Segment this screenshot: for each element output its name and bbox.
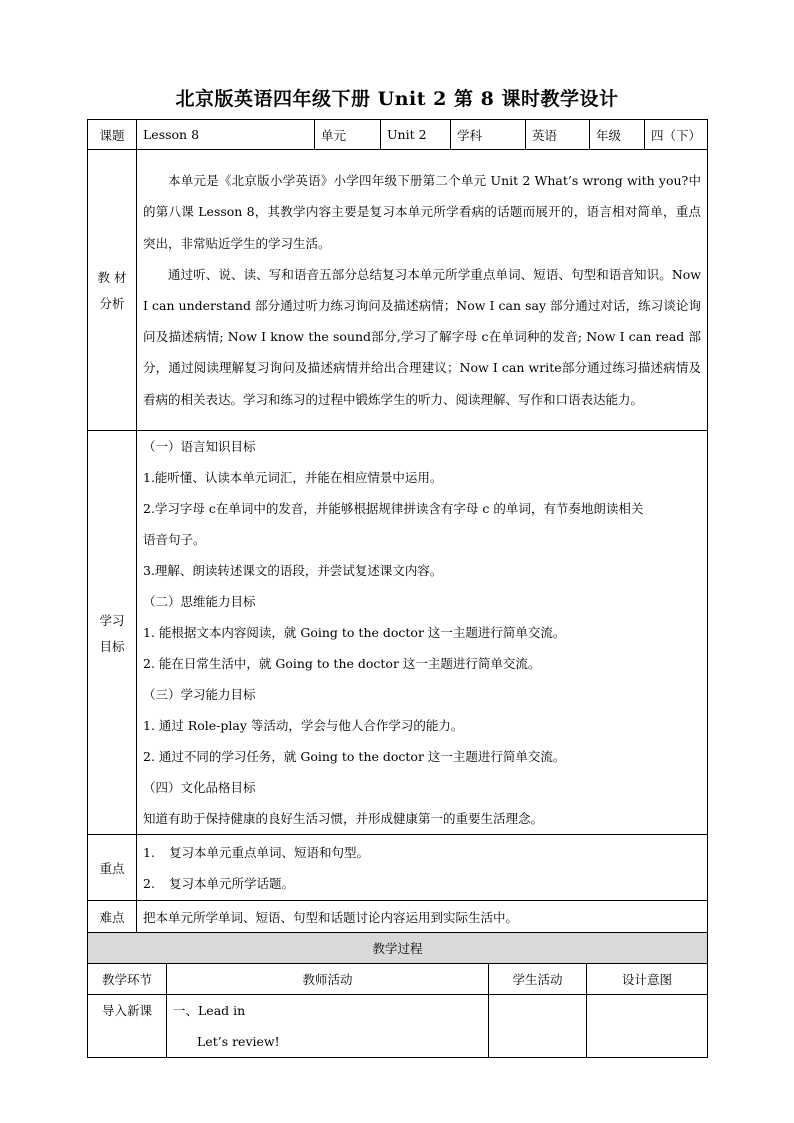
objectives-content (137, 431, 708, 835)
topic-value: Lesson 8 (137, 120, 315, 150)
activity-line: 一、Lead in (173, 1003, 246, 1018)
column-header: 教师活动 (167, 964, 489, 995)
objective-line: 2.学习字母 c在单词中的发音，并能够根据规律拼读含有字母 c 的单词，有节奏地朗读相关 (143, 501, 644, 516)
process-band-row (88, 933, 708, 964)
activity-line: Let’s review! (197, 1034, 280, 1049)
objective-line: 2. 能在日常生活中，就 Going to the doctor 这一主题进行简单交流。 (143, 656, 541, 671)
objective-line: （一）语言知识目标 (143, 439, 256, 454)
objectives-label: 学习 目标 (88, 431, 137, 835)
key-point-item: 2. 复习本单元所学话题。 (143, 875, 295, 891)
material-analysis-label: 教 材 分析 (88, 150, 137, 431)
process-header-row (88, 964, 708, 995)
design-intent (587, 995, 708, 1058)
key-points-label: 重点 (88, 835, 137, 901)
topic-label: 课题 (88, 120, 137, 150)
key-points-content (137, 835, 708, 901)
difficulty-label: 难点 (88, 901, 137, 933)
grade-value: 四（下） (645, 120, 708, 150)
material-analysis-row (88, 150, 708, 431)
process-band-title: 教学过程 (88, 933, 708, 964)
column-header: 教学环节 (88, 964, 167, 995)
subject-value: 英语 (526, 120, 590, 150)
key-point-item: 1. 复习本单元重点单词、短语和句型。 (143, 844, 370, 860)
column-header: 设计意图 (587, 964, 708, 995)
objective-line: 知道有助于保持健康的良好生活习惯，并形成健康第一的重要生活理念。 (143, 811, 544, 826)
material-paragraph: 本单元是《北京版小学英语》小学四年级下册第二个单元 Unit 2 What’s wrong with you?中的第八课 Lesson 8，其教学内容主要是复习本单元所学看病的话题而展开的，语言相对简单，重点突出，非常贴近学生的学习生活。 (143, 173, 701, 251)
lesson-info-table (87, 119, 708, 933)
process-row (88, 995, 708, 1058)
key-points-row (88, 835, 708, 901)
unit-label: 单元 (315, 120, 381, 150)
document-title: 北京版英语四年级下册 Unit 2 第 8 课时教学设计 (175, 88, 619, 110)
header-row (88, 120, 708, 150)
difficulty-row (88, 901, 708, 933)
material-paragraph: 通过听、说、读、写和语音五部分总结复习本单元所学重点单词、短语、句型和语音知识。Now I can understand 部分通过听力练习询问及描述病情；Now I can say 部分通过对话，练习谈论询问及描述病情; Now I know the sound部分,学习了解字母 c在单词种的发音; Now I can read 部分，通过阅读理解复习询问及描述病情并给出合理建议；Now I can write部分通过练习描述病情及看病的相关表达。学习和练习的过程中锻炼学生的听力、阅读理解、写作和口语表达能力。 (143, 266, 701, 407)
objective-line: 3.理解、朗读转述课文的语段，并尝试复述课文内容。 (143, 563, 443, 578)
objective-line: 1. 能根据文本内容阅读，就 Going to the doctor 这一主题进行简单交流。 (143, 625, 566, 640)
student-activity (489, 995, 587, 1058)
objective-line: （三）学习能力目标 (143, 687, 256, 702)
column-header: 学生活动 (489, 964, 587, 995)
objective-line: 1. 通过 Role-play 等活动，学会与他人合作学习的能力。 (143, 718, 464, 733)
teaching-process-table (87, 932, 708, 1058)
grade-label: 年级 (590, 120, 645, 150)
teacher-activity (167, 995, 489, 1058)
objective-line: （二）思维能力目标 (143, 594, 256, 609)
process-stage: 导入新课 (88, 995, 167, 1058)
unit-value: Unit 2 (381, 120, 451, 150)
objective-line: （四）文化品格目标 (143, 780, 256, 795)
objectives-row (88, 431, 708, 835)
subject-label: 学科 (451, 120, 526, 150)
material-analysis-content (137, 150, 708, 431)
objective-line: 2. 通过不同的学习任务，就 Going to the doctor 这一主题进行简单交流。 (143, 749, 566, 764)
difficulty-text: 把本单元所学单词、短语、句型和话题讨论内容运用到实际生活中。 (137, 901, 708, 933)
objective-line: 1.能听懂、认读本单元词汇，并能在相应情景中运用。 (143, 470, 443, 485)
objective-line: 语音句子。 (143, 532, 206, 547)
